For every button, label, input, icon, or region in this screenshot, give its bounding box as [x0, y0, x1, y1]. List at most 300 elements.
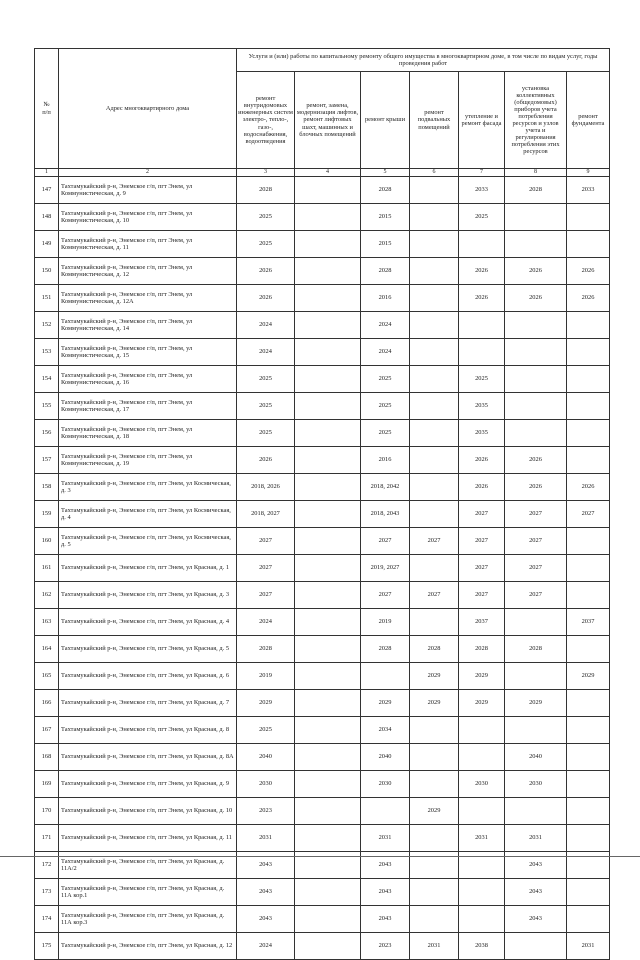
- cell-foundation: [567, 689, 610, 716]
- row-number: 157: [35, 446, 59, 473]
- row-address: Тахтамукайский р-н, Энемское г/п, пгт Энем, ул Красная, д. 11А/2: [59, 851, 237, 878]
- cell-elevators: [295, 527, 361, 554]
- cell-facade: 2028: [459, 635, 505, 662]
- cell-roof: 2027: [361, 527, 410, 554]
- header-col-basement: ремонт подвальных помещений: [410, 72, 459, 169]
- cell-elevators: [295, 500, 361, 527]
- cell-foundation: 2026: [567, 284, 610, 311]
- row-number: 175: [35, 932, 59, 959]
- cell-meters: [505, 932, 567, 959]
- row-address: Тахтамукайский р-н, Энемское г/п, пгт Энем, ул Красная, д. 8: [59, 716, 237, 743]
- cell-elevators: [295, 689, 361, 716]
- cell-engineering: 2043: [237, 851, 295, 878]
- cell-elevators: [295, 284, 361, 311]
- header-works-group: Услуги и (или) работы по капитальному ремонту общего имущества в многоквартирном доме, в том числе по видам услуг, годы проведения работ: [237, 49, 610, 72]
- row-number: 173: [35, 878, 59, 905]
- cell-meters: 2043: [505, 905, 567, 932]
- cell-facade: 2031: [459, 824, 505, 851]
- column-number: 4: [295, 169, 361, 177]
- row-address: Тахтамукайский р-н, Энемское г/п, пгт Энем, ул Красная, д. 7: [59, 689, 237, 716]
- table-row: [35, 446, 610, 473]
- row-number: 162: [35, 581, 59, 608]
- cell-foundation: [567, 743, 610, 770]
- cell-engineering: 2024: [237, 932, 295, 959]
- cell-roof: 2043: [361, 905, 410, 932]
- table-row: [35, 338, 610, 365]
- cell-meters: [505, 203, 567, 230]
- cell-meters: 2028: [505, 635, 567, 662]
- cell-elevators: [295, 176, 361, 203]
- row-number: 164: [35, 635, 59, 662]
- cell-elevators: [295, 446, 361, 473]
- cell-roof: [361, 797, 410, 824]
- cell-engineering: 2024: [237, 338, 295, 365]
- cell-meters: 2030: [505, 770, 567, 797]
- cell-foundation: [567, 338, 610, 365]
- cell-facade: 2026: [459, 446, 505, 473]
- cell-basement: [410, 230, 459, 257]
- table-row: [35, 365, 610, 392]
- cell-engineering: 2040: [237, 743, 295, 770]
- table-row: [35, 473, 610, 500]
- row-address: Тахтамукайский р-н, Энемское г/п, пгт Энем, ул Космическая, д. 4: [59, 500, 237, 527]
- cell-engineering: 2025: [237, 203, 295, 230]
- cell-meters: 2029: [505, 689, 567, 716]
- cell-engineering: 2028: [237, 176, 295, 203]
- cell-foundation: 2026: [567, 257, 610, 284]
- cell-meters: 2031: [505, 824, 567, 851]
- cell-roof: 2043: [361, 851, 410, 878]
- cell-engineering: 2025: [237, 365, 295, 392]
- row-address: Тахтамукайский р-н, Энемское г/п, пгт Энем, ул Красная, д. 10: [59, 797, 237, 824]
- row-address: Тахтамукайский р-н, Энемское г/п, пгт Энем, ул Коммунистическая, д. 17: [59, 392, 237, 419]
- cell-facade: 2030: [459, 770, 505, 797]
- cell-elevators: [295, 365, 361, 392]
- cell-elevators: [295, 905, 361, 932]
- cell-engineering: 2031: [237, 824, 295, 851]
- table-row: [35, 770, 610, 797]
- cell-meters: [505, 365, 567, 392]
- cell-basement: 2028: [410, 635, 459, 662]
- cell-basement: 2029: [410, 662, 459, 689]
- table-row: [35, 257, 610, 284]
- cell-facade: 2037: [459, 608, 505, 635]
- header-col-engineering: ремонт внутридомовых инженерных систем электро-, тепло-, газо-, водоснабжения, водоотведения: [237, 72, 295, 169]
- row-address: Тахтамукайский р-н, Энемское г/п, пгт Энем, ул Красная, д. 12: [59, 932, 237, 959]
- table-row: [35, 554, 610, 581]
- header-col-foundation: ремонт фундамента: [567, 72, 610, 169]
- cell-roof: 2018, 2042: [361, 473, 410, 500]
- cell-foundation: [567, 905, 610, 932]
- row-address: Тахтамукайский р-н, Энемское г/п, пгт Энем, ул Коммунистическая, д. 10: [59, 203, 237, 230]
- column-number: 1: [35, 169, 59, 177]
- cell-facade: 2027: [459, 554, 505, 581]
- cell-engineering: 2030: [237, 770, 295, 797]
- cell-roof: 2043: [361, 878, 410, 905]
- table-row: [35, 581, 610, 608]
- cell-facade: 2027: [459, 581, 505, 608]
- cell-foundation: [567, 581, 610, 608]
- cell-meters: 2040: [505, 743, 567, 770]
- row-number: 156: [35, 419, 59, 446]
- cell-engineering: 2027: [237, 527, 295, 554]
- cell-elevators: [295, 230, 361, 257]
- cell-elevators: [295, 311, 361, 338]
- cell-meters: [505, 230, 567, 257]
- table-row: [35, 662, 610, 689]
- cell-basement: [410, 500, 459, 527]
- cell-foundation: [567, 203, 610, 230]
- cell-facade: 2027: [459, 500, 505, 527]
- cell-roof: 2027: [361, 581, 410, 608]
- cell-basement: [410, 176, 459, 203]
- header-number: № п/п: [35, 49, 59, 169]
- cell-facade: 2029: [459, 662, 505, 689]
- cell-foundation: [567, 230, 610, 257]
- row-number: 168: [35, 743, 59, 770]
- cell-elevators: [295, 824, 361, 851]
- cell-basement: 2029: [410, 689, 459, 716]
- cell-meters: [505, 662, 567, 689]
- table-row: [35, 203, 610, 230]
- cell-basement: [410, 338, 459, 365]
- cell-foundation: 2033: [567, 176, 610, 203]
- cell-elevators: [295, 473, 361, 500]
- cell-facade: [459, 338, 505, 365]
- cell-elevators: [295, 635, 361, 662]
- cell-facade: 2025: [459, 203, 505, 230]
- cell-roof: 2028: [361, 176, 410, 203]
- cell-elevators: [295, 257, 361, 284]
- table-row: [35, 284, 610, 311]
- cell-elevators: [295, 608, 361, 635]
- cell-basement: [410, 365, 459, 392]
- cell-roof: 2019: [361, 608, 410, 635]
- cell-facade: 2026: [459, 284, 505, 311]
- cell-facade: 2033: [459, 176, 505, 203]
- cell-elevators: [295, 878, 361, 905]
- row-number: 172: [35, 851, 59, 878]
- table-row: [35, 419, 610, 446]
- cell-foundation: [567, 635, 610, 662]
- cell-elevators: [295, 419, 361, 446]
- cell-meters: [505, 392, 567, 419]
- cell-engineering: 2025: [237, 230, 295, 257]
- cell-facade: [459, 878, 505, 905]
- cell-facade: [459, 797, 505, 824]
- cell-foundation: 2029: [567, 662, 610, 689]
- cell-facade: [459, 230, 505, 257]
- table-row: [35, 905, 610, 932]
- row-number: 170: [35, 797, 59, 824]
- cell-roof: 2031: [361, 824, 410, 851]
- header-col-roof: ремонт крыши: [361, 72, 410, 169]
- cell-facade: 2026: [459, 473, 505, 500]
- cell-foundation: [567, 554, 610, 581]
- cell-foundation: [567, 527, 610, 554]
- row-number: 161: [35, 554, 59, 581]
- cell-basement: 2031: [410, 932, 459, 959]
- cell-foundation: 2037: [567, 608, 610, 635]
- table-row: [35, 743, 610, 770]
- cell-facade: [459, 743, 505, 770]
- row-address: Тахтамукайский р-н, Энемское г/п, пгт Энем, ул Красная, д. 3: [59, 581, 237, 608]
- cell-facade: 2035: [459, 419, 505, 446]
- cell-foundation: [567, 392, 610, 419]
- cell-meters: 2043: [505, 878, 567, 905]
- cell-basement: [410, 473, 459, 500]
- row-number: 165: [35, 662, 59, 689]
- cell-meters: 2028: [505, 176, 567, 203]
- cell-basement: [410, 770, 459, 797]
- cell-basement: [410, 608, 459, 635]
- row-number: 158: [35, 473, 59, 500]
- row-number: 171: [35, 824, 59, 851]
- cell-basement: [410, 716, 459, 743]
- row-number: 163: [35, 608, 59, 635]
- row-number: 153: [35, 338, 59, 365]
- table-row: [35, 176, 610, 203]
- column-number: 6: [410, 169, 459, 177]
- row-address: Тахтамукайский р-н, Энемское г/п, пгт Энем, ул Красная, д. 8А: [59, 743, 237, 770]
- row-address: Тахтамукайский р-н, Энемское г/п, пгт Энем, ул Коммунистическая, д. 18: [59, 419, 237, 446]
- row-number: 174: [35, 905, 59, 932]
- cell-elevators: [295, 392, 361, 419]
- cell-roof: 2028: [361, 635, 410, 662]
- cell-meters: 2027: [505, 581, 567, 608]
- table-row: [35, 878, 610, 905]
- table-row: [35, 689, 610, 716]
- row-address: Тахтамукайский р-н, Энемское г/п, пгт Энем, ул Коммунистическая, д. 16: [59, 365, 237, 392]
- cell-roof: 2040: [361, 743, 410, 770]
- cell-roof: 2024: [361, 311, 410, 338]
- row-address: Тахтамукайский р-н, Энемское г/п, пгт Энем, ул Коммунистическая, д. 12А: [59, 284, 237, 311]
- cell-basement: [410, 743, 459, 770]
- cell-basement: 2029: [410, 797, 459, 824]
- page-bottom-rule: [0, 856, 640, 857]
- cell-basement: [410, 878, 459, 905]
- cell-roof: 2016: [361, 446, 410, 473]
- cell-roof: 2015: [361, 230, 410, 257]
- cell-roof: 2024: [361, 338, 410, 365]
- cell-engineering: 2028: [237, 635, 295, 662]
- cell-roof: 2019, 2027: [361, 554, 410, 581]
- cell-facade: [459, 905, 505, 932]
- cell-basement: [410, 824, 459, 851]
- cell-roof: 2018, 2043: [361, 500, 410, 527]
- table-row: [35, 797, 610, 824]
- cell-basement: [410, 311, 459, 338]
- cell-facade: [459, 716, 505, 743]
- table-body: [35, 176, 610, 959]
- cell-foundation: [567, 365, 610, 392]
- capital-repair-table-sheet: [34, 48, 609, 960]
- cell-engineering: 2019: [237, 662, 295, 689]
- row-number: 166: [35, 689, 59, 716]
- capital-repair-table: [34, 48, 610, 960]
- row-number: 150: [35, 257, 59, 284]
- row-address: Тахтамукайский р-н, Энемское г/п, пгт Энем, ул Космическая, д. 3: [59, 473, 237, 500]
- cell-meters: 2027: [505, 527, 567, 554]
- cell-facade: 2029: [459, 689, 505, 716]
- cell-basement: 2027: [410, 581, 459, 608]
- cell-meters: 2026: [505, 473, 567, 500]
- cell-roof: 2034: [361, 716, 410, 743]
- cell-engineering: 2026: [237, 257, 295, 284]
- table-row: [35, 392, 610, 419]
- cell-facade: 2027: [459, 527, 505, 554]
- cell-engineering: 2029: [237, 689, 295, 716]
- cell-engineering: 2043: [237, 878, 295, 905]
- table-row: [35, 824, 610, 851]
- row-address: Тахтамукайский р-н, Энемское г/п, пгт Энем, ул Коммунистическая, д. 11: [59, 230, 237, 257]
- cell-roof: 2023: [361, 932, 410, 959]
- cell-foundation: 2031: [567, 932, 610, 959]
- cell-basement: [410, 392, 459, 419]
- row-number: 147: [35, 176, 59, 203]
- cell-meters: [505, 608, 567, 635]
- cell-basement: [410, 554, 459, 581]
- cell-elevators: [295, 338, 361, 365]
- column-number: 8: [505, 169, 567, 177]
- cell-meters: 2026: [505, 446, 567, 473]
- cell-foundation: [567, 878, 610, 905]
- cell-meters: [505, 338, 567, 365]
- table-row: [35, 230, 610, 257]
- row-address: Тахтамукайский р-н, Энемское г/п, пгт Энем, ул Коммунистическая, д. 14: [59, 311, 237, 338]
- cell-roof: 2029: [361, 689, 410, 716]
- cell-meters: 2043: [505, 851, 567, 878]
- cell-engineering: 2027: [237, 581, 295, 608]
- table-row: [35, 716, 610, 743]
- cell-roof: 2030: [361, 770, 410, 797]
- column-number: 5: [361, 169, 410, 177]
- row-address: Тахтамукайский р-н, Энемское г/п, пгт Энем, ул Коммунистическая, д. 19: [59, 446, 237, 473]
- cell-basement: [410, 419, 459, 446]
- cell-roof: 2025: [361, 365, 410, 392]
- row-number: 167: [35, 716, 59, 743]
- row-address: Тахтамукайский р-н, Энемское г/п, пгт Энем, ул Коммунистическая, д. 9: [59, 176, 237, 203]
- row-address: Тахтамукайский р-н, Энемское г/п, пгт Энем, ул Коммунистическая, д. 15: [59, 338, 237, 365]
- cell-elevators: [295, 554, 361, 581]
- cell-meters: [505, 311, 567, 338]
- cell-foundation: 2027: [567, 500, 610, 527]
- cell-facade: 2038: [459, 932, 505, 959]
- row-address: Тахтамукайский р-н, Энемское г/п, пгт Энем, ул Красная, д. 11: [59, 824, 237, 851]
- cell-foundation: [567, 824, 610, 851]
- row-address: Тахтамукайский р-н, Энемское г/п, пгт Энем, ул Красная, д. 1: [59, 554, 237, 581]
- table-row: [35, 311, 610, 338]
- cell-elevators: [295, 581, 361, 608]
- cell-elevators: [295, 203, 361, 230]
- cell-engineering: 2026: [237, 446, 295, 473]
- row-number: 155: [35, 392, 59, 419]
- table-row: [35, 500, 610, 527]
- cell-meters: 2026: [505, 284, 567, 311]
- row-address: Тахтамукайский р-н, Энемское г/п, пгт Энем, ул Космическая, д. 5: [59, 527, 237, 554]
- cell-basement: [410, 905, 459, 932]
- cell-elevators: [295, 770, 361, 797]
- cell-roof: 2028: [361, 257, 410, 284]
- cell-engineering: 2027: [237, 554, 295, 581]
- cell-foundation: [567, 716, 610, 743]
- row-number: 159: [35, 500, 59, 527]
- cell-engineering: 2024: [237, 608, 295, 635]
- cell-facade: 2026: [459, 257, 505, 284]
- cell-foundation: [567, 797, 610, 824]
- row-number: 151: [35, 284, 59, 311]
- cell-meters: [505, 419, 567, 446]
- cell-engineering: 2023: [237, 797, 295, 824]
- cell-foundation: 2026: [567, 473, 610, 500]
- cell-engineering: 2025: [237, 419, 295, 446]
- cell-elevators: [295, 716, 361, 743]
- cell-foundation: [567, 419, 610, 446]
- row-number: 148: [35, 203, 59, 230]
- row-address: Тахтамукайский р-н, Энемское г/п, пгт Энем, ул Красная, д. 4: [59, 608, 237, 635]
- cell-meters: 2027: [505, 554, 567, 581]
- cell-basement: [410, 446, 459, 473]
- column-number: 2: [59, 169, 237, 177]
- cell-engineering: 2026: [237, 284, 295, 311]
- cell-facade: 2025: [459, 365, 505, 392]
- cell-engineering: 2024: [237, 311, 295, 338]
- table-row: [35, 527, 610, 554]
- cell-engineering: 2025: [237, 392, 295, 419]
- row-number: 149: [35, 230, 59, 257]
- table-row: [35, 635, 610, 662]
- row-number: 169: [35, 770, 59, 797]
- row-address: Тахтамукайский р-н, Энемское г/п, пгт Энем, ул Коммунистическая, д. 12: [59, 257, 237, 284]
- cell-roof: 2015: [361, 203, 410, 230]
- cell-roof: 2025: [361, 392, 410, 419]
- cell-roof: [361, 662, 410, 689]
- header-address: Адрес многоквартирного дома: [59, 49, 237, 169]
- row-address: Тахтамукайский р-н, Энемское г/п, пгт Энем, ул Красная, д. 11А кор.3: [59, 905, 237, 932]
- cell-elevators: [295, 932, 361, 959]
- cell-basement: [410, 284, 459, 311]
- row-number: 152: [35, 311, 59, 338]
- cell-meters: 2027: [505, 500, 567, 527]
- table-row: [35, 932, 610, 959]
- row-address: Тахтамукайский р-н, Энемское г/п, пгт Энем, ул Красная, д. 6: [59, 662, 237, 689]
- row-address: Тахтамукайский р-н, Энемское г/п, пгт Энем, ул Красная, д. 11А кор.1: [59, 878, 237, 905]
- header-col-elevators: ремонт, замена, модернизация лифтов, ремонт лифтовых шахт, машинных и блочных помещений: [295, 72, 361, 169]
- cell-elevators: [295, 743, 361, 770]
- cell-engineering: 2043: [237, 905, 295, 932]
- cell-foundation: [567, 770, 610, 797]
- row-number: 154: [35, 365, 59, 392]
- column-number: 3: [237, 169, 295, 177]
- table-row: [35, 608, 610, 635]
- row-address: Тахтамукайский р-н, Энемское г/п, пгт Энем, ул Красная, д. 9: [59, 770, 237, 797]
- cell-basement: [410, 257, 459, 284]
- cell-basement: [410, 203, 459, 230]
- row-number: 160: [35, 527, 59, 554]
- cell-engineering: 2018, 2027: [237, 500, 295, 527]
- cell-basement: 2027: [410, 527, 459, 554]
- cell-engineering: 2018, 2026: [237, 473, 295, 500]
- row-address: Тахтамукайский р-н, Энемское г/п, пгт Энем, ул Красная, д. 5: [59, 635, 237, 662]
- cell-meters: [505, 716, 567, 743]
- column-number: 7: [459, 169, 505, 177]
- header-col-meters: установка коллективных (общедомовых) приборов учета потребления ресурсов и узлов учета и регулирования потребления этих ресурсов: [505, 72, 567, 169]
- cell-facade: 2035: [459, 392, 505, 419]
- cell-meters: 2026: [505, 257, 567, 284]
- cell-engineering: 2025: [237, 716, 295, 743]
- header-col-facade: утепление и ремонт фасада: [459, 72, 505, 169]
- cell-foundation: [567, 446, 610, 473]
